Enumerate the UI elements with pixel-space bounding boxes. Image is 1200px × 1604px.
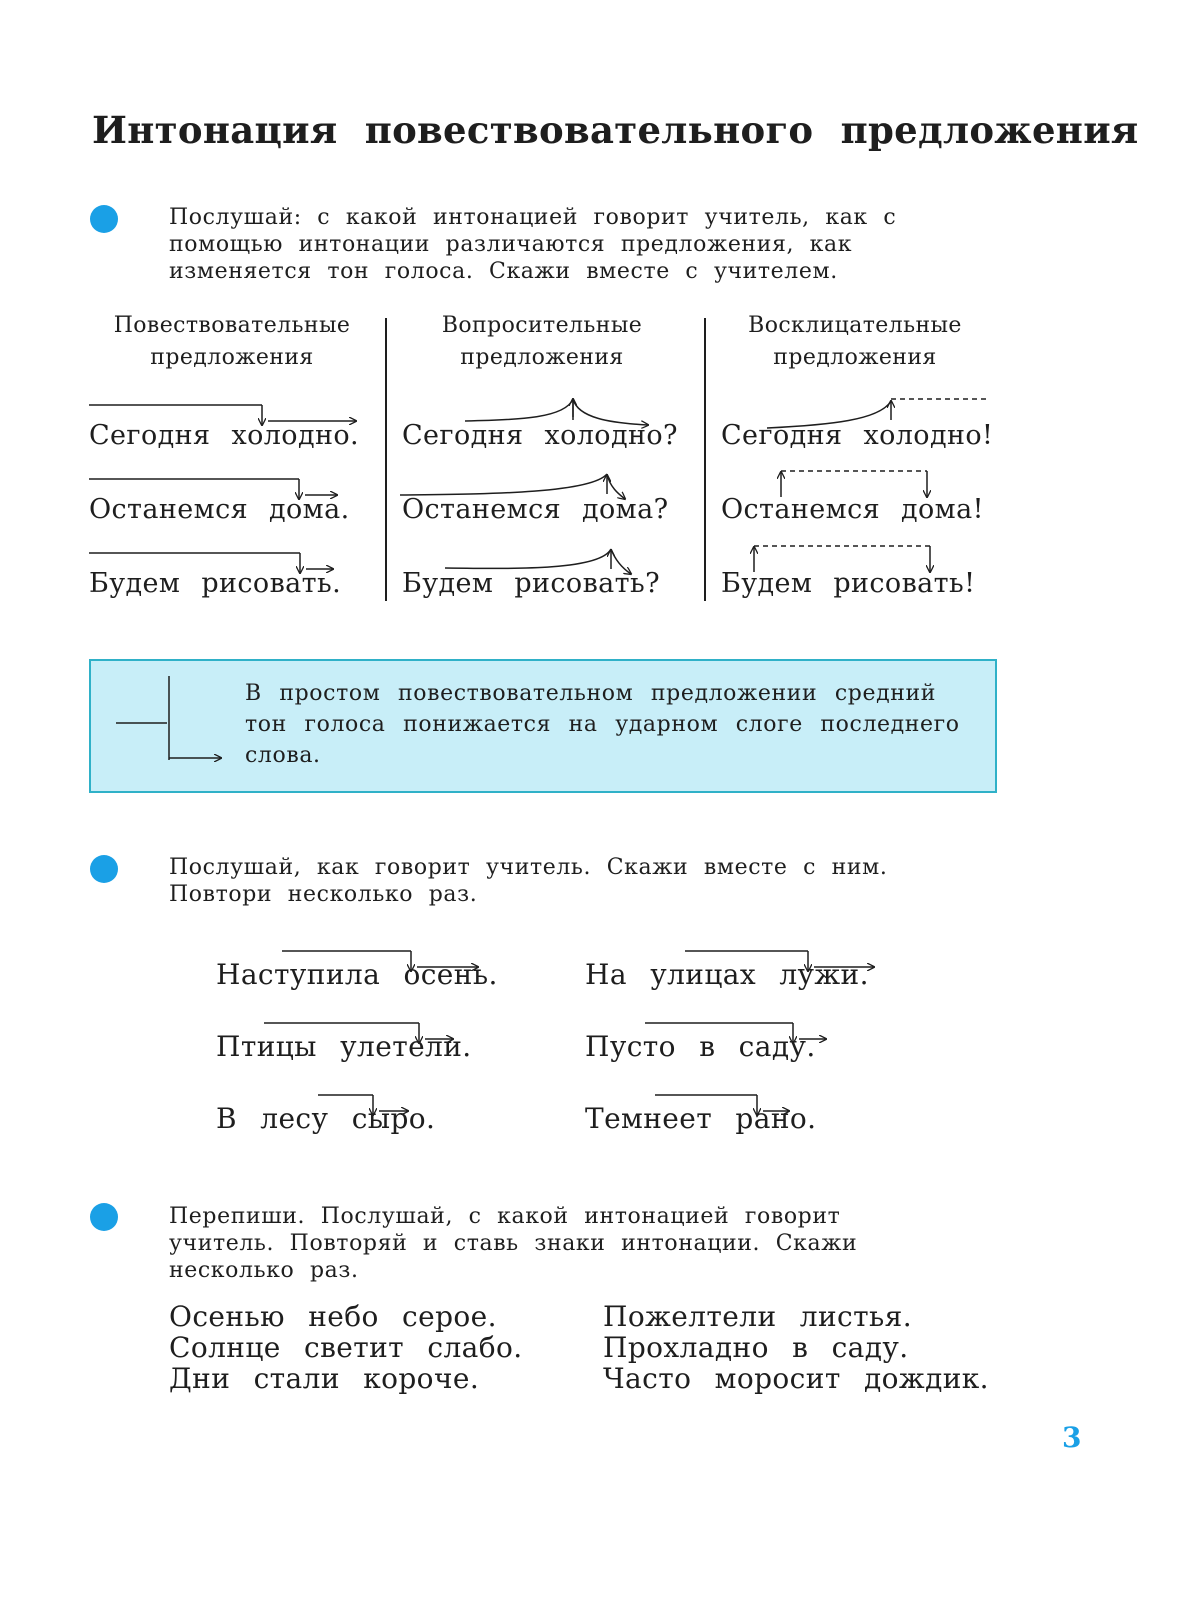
exclamatory-sentence: Будем рисовать! — [721, 568, 976, 599]
interrogative-sentence: Останемся дома? — [402, 494, 669, 525]
exercise-2-sentence: Пусто в саду. — [585, 1030, 816, 1063]
copy-line: Прохладно в саду. — [603, 1331, 909, 1364]
copy-line: Солнце светит слабо. — [169, 1331, 523, 1364]
column-divider-2 — [704, 318, 706, 601]
column-heading-interrogative: Вопросительные предложения — [441, 313, 643, 370]
exercise-3-bullet-icon — [90, 1203, 118, 1231]
interrogative-sentence: Будем рисовать? — [402, 568, 660, 599]
exercise-2-sentence: На улицах лужи. — [585, 958, 869, 991]
interrogative-sentence: Сегодня холодно? — [402, 420, 678, 451]
rule-text: В простом повествовательном предложении средний тон голоса понижается на ударном слоге последнего слова. — [245, 681, 960, 768]
exercise-3-right-lines — [603, 1301, 989, 1394]
column-divider-1 — [385, 318, 387, 601]
copy-line: Осенью небо серое. — [169, 1300, 497, 1333]
page-title: Интонация повествовательного предложения — [92, 108, 1139, 152]
declarative-sentence: Сегодня холодно. — [89, 420, 360, 451]
exercise-1-instruction: Послушай: с какой интонацией говорит учитель, как с помощью интонации различаются предложения, как изменяется тон голоса. Скажи вместе с учителем. — [169, 205, 897, 284]
declarative-sentence: Останемся дома. — [89, 494, 350, 525]
exercise-3-instruction: Перепиши. Послушай, с какой интонацией говорит учитель. Повторяй и ставь знаки интонации. Скажи несколько раз. — [169, 1204, 858, 1283]
exercise-2-sentence: Темнеет рано. — [585, 1102, 817, 1135]
exercise-2-sentence: Птицы улетели. — [216, 1030, 472, 1063]
column-heading-declarative: Повествовательные предложения — [113, 313, 351, 370]
exercise-2-bullet-icon — [90, 855, 118, 883]
column-heading-exclamatory: Восклицательные предложения — [748, 313, 962, 370]
copy-line: Часто моросит дождик. — [603, 1362, 989, 1395]
exercise-3-left-lines — [169, 1301, 523, 1394]
exercise-2-sentence: Наступила осень. — [216, 958, 498, 991]
exercise-1-bullet-icon — [90, 205, 118, 233]
copy-line: Дни стали короче. — [169, 1362, 480, 1395]
exercise-2-sentence: В лесу сыро. — [216, 1102, 436, 1135]
exclamatory-sentence: Сегодня холодно! — [721, 420, 994, 451]
exclamatory-sentence: Останемся дома! — [721, 494, 984, 525]
copy-line: Пожелтели листья. — [603, 1300, 913, 1333]
declarative-sentence: Будем рисовать. — [89, 568, 342, 599]
exercise-2-instruction: Послушай, как говорит учитель. Скажи вместе с ним. Повтори несколько раз. — [169, 855, 888, 907]
page-number: 3 — [1062, 1421, 1082, 1454]
